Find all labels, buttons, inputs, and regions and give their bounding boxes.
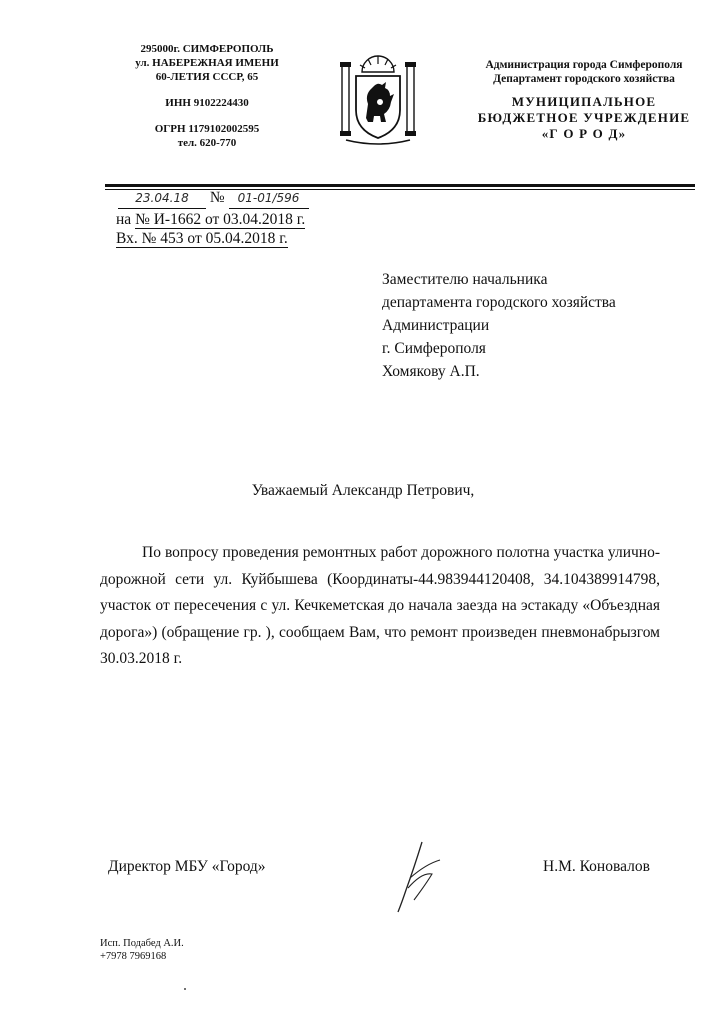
scan-speck: [184, 988, 186, 990]
incoming-reference-line: [116, 229, 288, 249]
phone-text: тел. 620-770: [177, 137, 237, 149]
handwritten-number: 01-01/596: [229, 188, 309, 209]
reply-reference: № И-1662 от 03.04.2018 г.: [135, 211, 306, 228]
salutation: Уважаемый Александр Петрович,: [251, 482, 475, 499]
outgoing-number-line: [118, 188, 309, 209]
reply-prefix: на: [116, 211, 132, 228]
ogrn-text: ОГРН 1179102002595: [154, 123, 260, 135]
org-name-line-1: МУНИЦИПАЛЬНОЕ: [511, 94, 657, 109]
signatory-title: Директор МБУ «Город»: [108, 858, 266, 875]
org-name-line-3: «Г О Р О Д»: [541, 126, 627, 141]
letter-body: [100, 540, 660, 673]
handwritten-signature: [392, 838, 452, 918]
addressee-line-1: Заместителю начальника: [382, 271, 548, 288]
header-divider-thick: [105, 184, 695, 187]
incoming-reference: Вх. № 453 от 05.04.2018 г.: [116, 230, 288, 247]
executor-phone: +7978 7969168: [100, 951, 167, 962]
executor-name: Исп. Подабед А.И.: [100, 938, 184, 949]
handwritten-date: 23.04.18: [118, 188, 206, 209]
address-line-3: 60-ЛЕТИЯ СССР, 65: [155, 71, 259, 83]
address-line-2: ул. НАБЕРЕЖНАЯ ИМЕНИ: [135, 57, 279, 69]
addressee-line-5: Хомякову А.П.: [382, 363, 480, 380]
sender-address-block: [100, 42, 314, 150]
reply-reference-line: [116, 210, 305, 230]
crimea-coat-of-arms-emblem: [338, 52, 418, 148]
body-paragraph: По вопросу проведения ремонтных работ дорожного полотна участка улично-дорожной сети ул. Куйбышева (Координаты-44.983944120408, 34.104389914798, участок от пересечения с ул. Кечкеметская до начала заезда на эстакаду «Объездная дорога») (обращение гр. ), сообщаем Вам, что ремонт произведен пневмонабрызгом 30.03.2018 г.: [100, 544, 660, 667]
number-sign: №: [209, 189, 225, 206]
org-name-line-2: БЮДЖЕТНОЕ УЧРЕЖДЕНИЕ: [477, 110, 691, 125]
administration-name: Администрация города Симферополя: [485, 59, 683, 71]
inn-text: ИНН 9102224430: [165, 97, 249, 109]
address-line-1: 295000г. СИМФЕРОПОЛЬ: [140, 43, 274, 55]
addressee-line-2: департамента городского хозяйства: [382, 294, 616, 311]
signatory-name: Н.М. Коновалов: [543, 858, 650, 875]
addressee-line-3: Администрации: [382, 317, 490, 334]
executor-block: [100, 937, 184, 963]
addressee-line-4: г. Симферополя: [382, 340, 486, 357]
department-name: Департамент городского хозяйства: [493, 73, 675, 85]
addressee-block: [382, 268, 616, 383]
institution-header-block: [460, 58, 708, 142]
